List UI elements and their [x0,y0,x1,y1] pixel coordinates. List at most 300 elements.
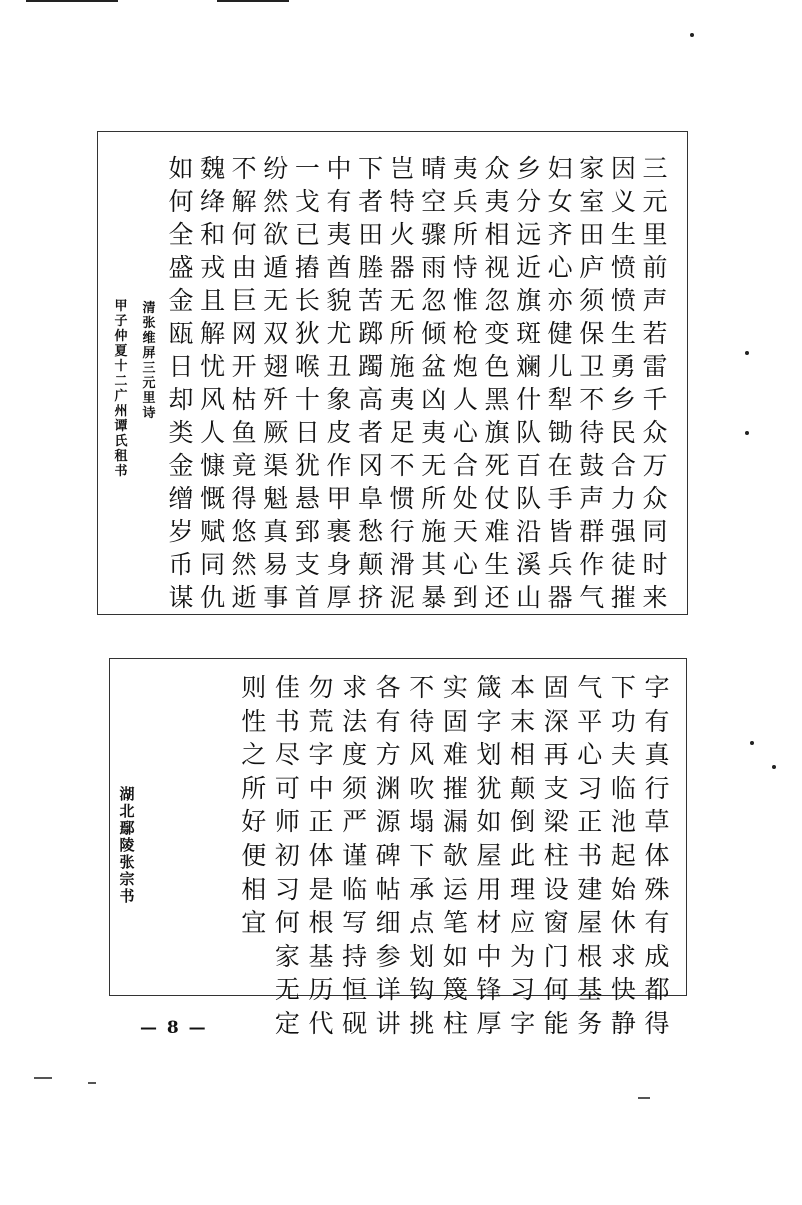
glyph: 已 [294,220,320,249]
glyph: 待 [409,706,435,736]
glyph: 承 [409,874,435,904]
essay-column [407,675,437,1045]
glyph: 有 [644,908,670,938]
glyph: 施 [421,517,447,546]
glyph: 儿 [547,352,573,381]
glyph: 戎 [200,253,226,282]
glyph: 历 [308,975,334,1005]
glyph: 严 [342,807,368,837]
glyph: 绛 [200,187,226,216]
glyph: 骤 [421,220,447,249]
glyph: 临 [610,773,636,803]
glyph: 逝 [231,583,257,612]
glyph: 惯 [389,484,415,513]
glyph: 欲 [263,220,289,249]
glyph: 固 [442,706,468,736]
glyph: 狄 [294,319,320,348]
glyph: 高 [358,385,384,414]
glyph: 划 [409,941,435,971]
scan-speck [745,351,749,355]
poem-column [198,156,228,618]
glyph: 鱼 [231,418,257,447]
glyph: 足 [389,418,415,447]
glyph: 由 [231,253,257,282]
glyph: 字 [308,740,334,770]
glyph: 旗 [516,286,542,315]
glyph: 亦 [547,286,573,315]
glyph: 因 [610,154,636,183]
glyph: 如 [168,154,194,183]
glyph: 身 [326,550,352,579]
glyph: 生 [610,220,636,249]
glyph: 支 [294,550,320,579]
glyph: 家 [274,941,300,971]
glyph: 悠 [231,517,257,546]
glyph: 塌 [409,807,435,837]
glyph: 夫 [610,740,636,770]
glyph: 赋 [200,517,226,546]
essay-column [272,675,302,1045]
glyph: 下 [409,840,435,870]
glyph: 民 [610,418,636,447]
glyph: 者 [358,418,384,447]
glyph: 定 [274,1008,300,1038]
glyph: 门 [543,941,569,971]
glyph: 诗 [142,406,156,421]
glyph: 好 [241,807,267,837]
glyph: 书 [577,840,603,870]
glyph: 清 [142,301,156,316]
glyph: 之 [241,740,267,770]
glyph: 心 [547,253,573,282]
glyph: 缯 [168,484,194,513]
glyph: 貌 [326,286,352,315]
glyph: 殊 [644,874,670,904]
glyph: 在 [547,451,573,480]
glyph: 休 [610,908,636,938]
glyph: 摧 [610,583,636,612]
glyph: 所 [389,319,415,348]
glyph: 到 [452,583,478,612]
glyph: 真 [263,517,289,546]
glyph: 应 [510,908,536,938]
glyph: 箴 [476,673,502,702]
glyph: 解 [231,187,257,216]
glyph: 用 [476,874,502,904]
glyph: 如 [442,941,468,971]
glyph: 变 [484,319,510,348]
glyph: 众 [642,418,668,447]
glyph: 是 [308,874,334,904]
glyph: 且 [200,286,226,315]
glyph: 愁 [358,517,384,546]
glyph: 凶 [421,385,447,414]
page-number: — 8 — [140,1018,208,1038]
glyph: 愤 [610,286,636,315]
poem-column [229,156,259,618]
glyph: 如 [476,807,502,837]
essay-column [575,675,605,1045]
glyph: 晴 [421,154,447,183]
glyph: 声 [642,286,668,315]
glyph: 金 [168,286,194,315]
glyph: 日 [168,352,194,381]
scan-speck [690,33,694,37]
glyph: 划 [476,740,502,770]
glyph: 悬 [294,484,320,513]
glyph: 碑 [375,840,401,870]
glyph: 细 [375,908,401,938]
glyph: 家 [579,154,605,183]
glyph: 翅 [263,352,289,381]
glyph: 佳 [274,673,300,702]
glyph: 习 [510,975,536,1005]
glyph: 夷 [484,187,510,216]
glyph: 枯 [231,385,257,414]
glyph: 荒 [308,706,334,736]
poem-column [356,156,386,618]
glyph: 有 [326,187,352,216]
glyph: 北 [119,802,135,820]
poem-column [387,156,417,618]
glyph: 同 [200,550,226,579]
glyph: 柱 [442,1008,468,1038]
glyph: 厚 [326,583,352,612]
glyph: 妇 [547,154,573,183]
glyph: 作 [326,451,352,480]
glyph: 梁 [543,807,569,837]
glyph: 元 [142,376,156,391]
glyph: 分 [516,187,542,216]
glyph: 象 [326,385,352,414]
glyph: 维 [142,331,156,346]
glyph: 谭 [114,419,128,434]
glyph: 千 [642,385,668,414]
glyph: 颠 [358,550,384,579]
glyph: 窗 [543,908,569,938]
glyph: 女 [547,187,573,216]
glyph: 十 [114,359,128,374]
glyph: 心 [577,740,603,770]
glyph: 挤 [358,583,384,612]
glyph: 歼 [263,385,289,414]
glyph: 不 [409,673,435,702]
glyph: 屏 [142,346,156,361]
glyph: 雨 [421,253,447,282]
glyph: 兵 [452,187,478,216]
glyph: 犹 [476,773,502,803]
glyph: 忧 [200,352,226,381]
scan-speck [745,431,749,435]
glyph: 若 [642,319,668,348]
glyph: 氏 [114,434,128,449]
glyph: 方 [375,740,401,770]
glyph: 义 [610,187,636,216]
glyph: 勿 [308,673,334,702]
glyph: 却 [168,385,194,414]
glyph: 倒 [510,807,536,837]
glyph: 固 [543,673,569,702]
glyph: 中 [308,773,334,803]
glyph: 双 [263,319,289,348]
glyph: 生 [484,550,510,579]
glyph: 来 [642,583,668,612]
glyph: 下 [358,154,384,183]
poem-column [640,156,670,618]
glyph: 何 [168,187,194,216]
glyph: 日 [294,418,320,447]
glyph: 难 [442,740,468,770]
glyph: 草 [644,807,670,837]
glyph: 气 [579,583,605,612]
glyph: 锄 [547,418,573,447]
glyph: 庐 [579,253,605,282]
glyph: 卫 [579,352,605,381]
glyph: 时 [642,550,668,579]
glyph: 万 [642,451,668,480]
glyph: 队 [516,484,542,513]
glyph: 吹 [409,773,435,803]
glyph: 建 [577,874,603,904]
glyph: 仲 [114,329,128,344]
glyph: 什 [516,385,542,414]
glyph: 竟 [231,451,257,480]
poem-column [577,156,607,618]
glyph: 作 [579,550,605,579]
glyph: 强 [610,517,636,546]
glyph: 夏 [114,344,128,359]
glyph: 裹 [326,517,352,546]
glyph: 心 [452,550,478,579]
glyph: 厚 [476,1008,502,1038]
glyph: 摏 [294,253,320,282]
glyph: 色 [484,352,510,381]
glyph: 夷 [326,220,352,249]
glyph: 起 [610,840,636,870]
poem-column [514,156,544,618]
glyph: 视 [484,253,510,282]
glyph: 平 [577,706,603,736]
glyph: 有 [375,706,401,736]
glyph: 中 [476,941,502,971]
glyph: 行 [389,517,415,546]
glyph: 湖 [119,785,135,803]
glyph: 成 [644,941,670,971]
glyph: 习 [577,773,603,803]
glyph: 则 [241,673,267,702]
glyph: 屋 [476,840,502,870]
glyph: 所 [421,484,447,513]
glyph: 长 [294,286,320,315]
glyph: 暴 [421,583,447,612]
glyph: 风 [200,385,226,414]
glyph: 空 [421,187,447,216]
glyph: 魁 [263,484,289,513]
glyph: 须 [342,773,368,803]
glyph: 二 [114,374,128,389]
glyph: 可 [274,773,300,803]
scan-smudge [638,1097,650,1099]
glyph: 犹 [294,451,320,480]
glyph: 合 [452,451,478,480]
glyph: 字 [510,1008,536,1038]
glyph: 基 [308,941,334,971]
glyph: 尽 [274,740,300,770]
glyph: 事 [263,583,289,612]
glyph: 和 [200,220,226,249]
glyph: 度 [342,740,368,770]
glyph: 得 [644,1008,670,1038]
glyph: 心 [452,418,478,447]
essay-column [642,675,672,1045]
glyph: 行 [644,773,670,803]
glyph: 相 [484,220,510,249]
glyph: 远 [516,220,542,249]
glyph: 柱 [543,840,569,870]
poem-column [450,156,480,618]
glyph: 瓯 [168,319,194,348]
glyph: 帖 [375,874,401,904]
glyph: 健 [547,319,573,348]
glyph: 丑 [326,352,352,381]
glyph: 理 [510,874,536,904]
glyph: 皮 [326,418,352,447]
glyph: 子 [114,314,128,329]
glyph: 挑 [409,1008,435,1038]
poem-column [324,156,354,618]
glyph: 须 [579,286,605,315]
essay-signature [118,787,136,906]
glyph: 仇 [200,583,226,612]
glyph: 张 [142,316,156,331]
glyph: 愤 [610,253,636,282]
glyph: 山 [516,583,542,612]
poem-column [482,156,512,618]
glyph: 不 [231,154,257,183]
glyph: 书 [274,706,300,736]
glyph: 此 [510,840,536,870]
glyph: 特 [389,187,415,216]
glyph: 慨 [200,484,226,513]
glyph: 泥 [389,583,415,612]
glyph: 天 [452,517,478,546]
glyph: 不 [579,385,605,414]
glyph: 室 [579,187,605,216]
glyph: 漏 [442,807,468,837]
glyph: 同 [642,517,668,546]
glyph: 无 [389,286,415,315]
glyph: 犁 [547,385,573,414]
glyph: 苦 [358,286,384,315]
scan-edge-line-right [217,0,289,2]
glyph: 无 [421,451,447,480]
glyph: 夷 [389,385,415,414]
glyph: 体 [644,840,670,870]
glyph: 易 [263,550,289,579]
glyph: 得 [231,484,257,513]
glyph: 尤 [326,319,352,348]
glyph: 谋 [168,583,194,612]
glyph: 源 [375,807,401,837]
glyph: 炮 [452,352,478,381]
poem-attribution-title [141,302,157,422]
glyph: 笔 [442,908,468,938]
glyph: 三 [642,154,668,183]
poem-panel [97,131,688,615]
glyph: 保 [579,319,605,348]
glyph: 兵 [547,550,573,579]
glyph: 首 [294,583,320,612]
glyph: 声 [579,484,605,513]
glyph: 功 [610,706,636,736]
glyph: 恃 [452,253,478,282]
glyph: 黑 [484,385,510,414]
glyph: 正 [308,807,334,837]
glyph: 皆 [547,517,573,546]
glyph: 陵 [119,836,135,854]
poem-column [292,156,322,618]
glyph: 渊 [375,773,401,803]
glyph: 甲 [326,484,352,513]
glyph: 支 [543,773,569,803]
glyph: 师 [274,807,300,837]
glyph: 躅 [358,352,384,381]
glyph: 待 [579,418,605,447]
glyph: 所 [452,220,478,249]
glyph: 体 [308,840,334,870]
glyph: 屋 [577,908,603,938]
glyph: 法 [342,706,368,736]
glyph: 厥 [263,418,289,447]
glyph: 设 [543,874,569,904]
glyph: 岁 [168,517,194,546]
glyph: 无 [263,286,289,315]
glyph: 何 [274,908,300,938]
glyph: 各 [375,673,401,702]
glyph: 众 [484,154,510,183]
glyph: 惟 [452,286,478,315]
glyph: 谨 [342,840,368,870]
glyph: 深 [543,706,569,736]
glyph: 砚 [342,1008,368,1038]
glyph: 喉 [294,352,320,381]
glyph: 末 [510,706,536,736]
glyph: 忽 [421,286,447,315]
glyph: 书 [119,887,135,905]
glyph: 运 [442,874,468,904]
glyph: 钩 [409,975,435,1005]
glyph: 里 [642,220,668,249]
glyph: 三 [142,361,156,376]
glyph: 戈 [294,187,320,216]
glyph: 相 [241,874,267,904]
glyph: 初 [274,840,300,870]
glyph: 便 [241,840,267,870]
glyph: 魏 [200,154,226,183]
glyph: 求 [610,941,636,971]
glyph: 币 [168,550,194,579]
glyph: 倾 [421,319,447,348]
glyph: 持 [342,941,368,971]
glyph: 雷 [642,352,668,381]
glyph: 死 [484,451,510,480]
glyph: 队 [516,418,542,447]
glyph: 然 [231,550,257,579]
glyph: 生 [610,319,636,348]
glyph: 郅 [294,517,320,546]
glyph: 字 [476,706,502,736]
glyph: 代 [308,1008,334,1038]
